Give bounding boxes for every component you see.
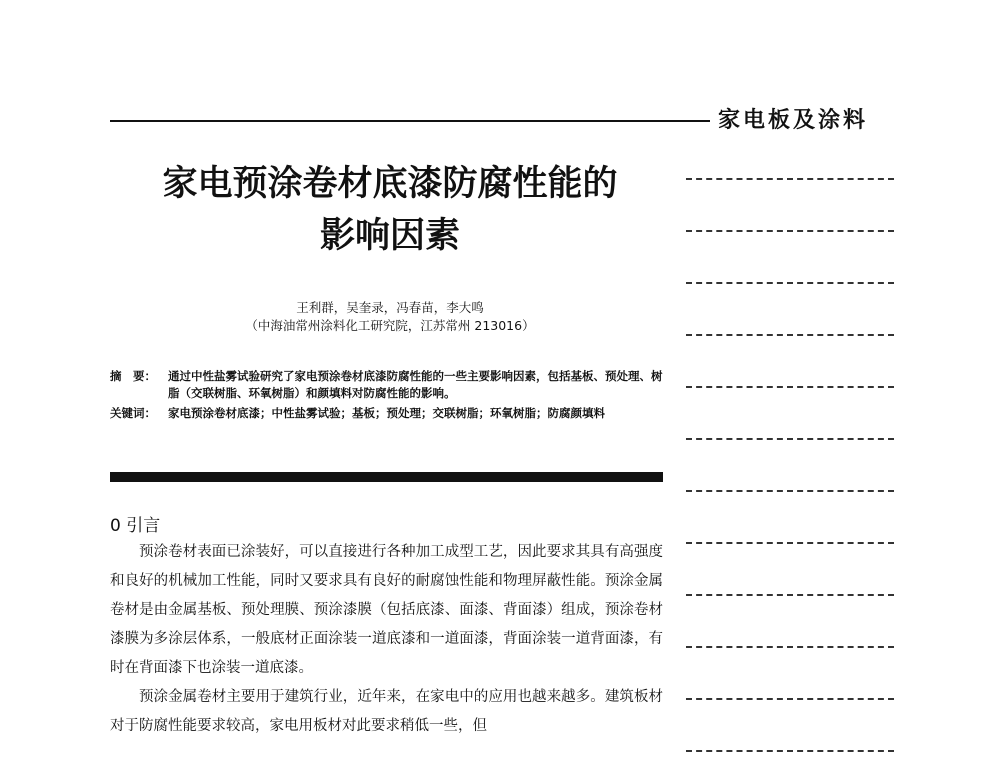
abstract-text: 通过中性盐雾试验研究了家电预涂卷材底漆防腐性能的一些主要影响因素，包括基板、预处理、树脂（交联树脂、环氧树脂）和颜填料对防腐性能的影响。	[168, 369, 663, 400]
keywords-label: 关键词：	[110, 406, 156, 420]
paragraph: 预涂金属卷材主要用于建筑行业，近年来，在家电中的应用也越来越多。建筑板材对于防腐性能要求较高，家电用板材对此要求稍低一些，但	[110, 689, 663, 734]
note-line	[686, 282, 894, 284]
abstract-label: 摘 要：	[110, 369, 156, 383]
note-line	[686, 698, 894, 700]
affiliation: （中海油常州涂料化工研究院，江苏常州 213016）	[245, 318, 535, 333]
abstract-divider	[110, 472, 663, 482]
author-block	[110, 299, 670, 335]
body-text	[110, 538, 663, 741]
title-line-2: 影响因素	[319, 216, 460, 256]
note-line	[686, 334, 894, 336]
note-line	[686, 438, 894, 440]
note-line	[686, 178, 894, 180]
note-line	[686, 594, 894, 596]
journal-section-tag: 家电板及涂料	[718, 108, 869, 133]
note-line	[686, 386, 894, 388]
abstract-block	[110, 368, 663, 422]
keywords-row	[110, 405, 663, 422]
title-line-1: 家电预涂卷材底漆防腐性能的	[162, 164, 618, 204]
article-title	[110, 158, 670, 262]
header-rule	[110, 120, 710, 122]
keywords-text: 家电预涂卷材底漆；中性盐雾试验；基板；预处理；交联树脂；环氧树脂；防腐颜填料	[168, 406, 605, 420]
paragraph: 预涂卷材表面已涂装好，可以直接进行各种加工成型工艺，因此要求其具有高强度和良好的机械加工性能，同时又要求具有良好的耐腐蚀性能和物理屏蔽性能。预涂金属卷材是由金属基板、预处理膜、预涂漆膜（包括底漆、面漆、背面漆）组成，预涂卷材漆膜为多涂层体系，一般底材正面涂装一道底漆和一道面漆，背面涂装一道背面漆，有时在背面漆下也涂装一道底漆。	[110, 544, 663, 676]
note-line	[686, 750, 894, 752]
section-heading: 0 引言	[110, 516, 161, 536]
authors: 王利群，吴奎录，冯春苗，李大鸣	[296, 300, 484, 315]
note-line	[686, 542, 894, 544]
note-line	[686, 646, 894, 648]
abstract-row	[110, 368, 663, 402]
note-line	[686, 230, 894, 232]
note-line	[686, 490, 894, 492]
